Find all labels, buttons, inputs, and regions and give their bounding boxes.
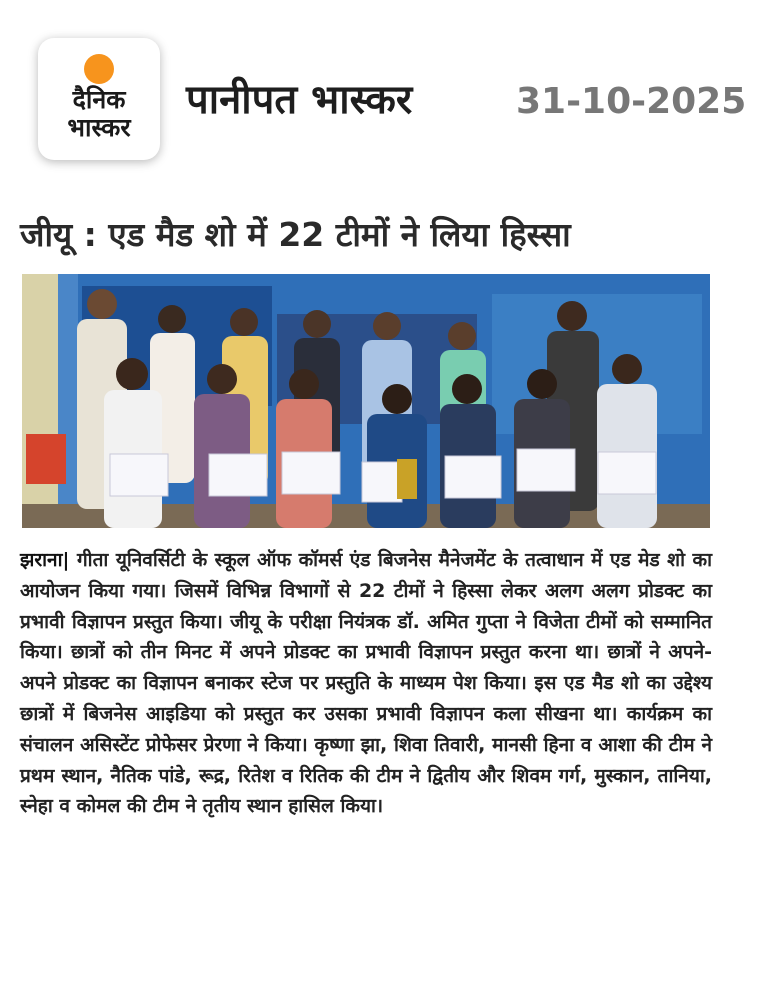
edition-title: पानीपत भास्कर — [186, 77, 413, 123]
dainik-bhaskar-logo — [38, 38, 160, 160]
article-photo — [22, 274, 710, 528]
article-headline: जीयू : एड मैड शो में 22 टीमों ने लिया हिस्सा — [20, 215, 571, 254]
sun-logo-icon — [84, 54, 114, 84]
publication-date: 31-10-2025 — [516, 81, 747, 122]
dateline: झराना — [20, 549, 63, 571]
article-body — [20, 545, 712, 822]
logo-text-bhaskar: भास्कर — [67, 113, 131, 142]
article-body-text: गीता यूनिवर्सिटी के स्कूल ऑफ कॉमर्स एंड बिजनेस मैनेजमेंट के तत्वाधान में एड मेड शो का आयोजन किया गया। जिसमें विभिन्न विभागों से 22 टीमों ने हिस्सा लेकर अलग अलग प्रोडक्ट का प्रभावी विज्ञापन प्रस्तुत किया। जीयू के परीक्षा नियंत्रक डॉ. अमित गुप्ता ने विजेता टीमों को सम्मानित किया। छात्रों को तीन मिनट में अपने प्रोडक्ट का प्रभावी विज्ञापन प्रस्तुत करना था। छात्रों ने अपने-अपने प्रोडक्ट का विज्ञापन बनाकर स्टेज पर प्रस्तुति के माध्यम पेश किया। इस एड मैड शो का उद्देश्य छात्रों में बिजनेस आइडिया को प्रस्तुत कर उसका प्रभावी विज्ञापन कला सीखना था। कार्यक्रम का संचालन असिस्टेंट प्रोफेसर प्रेरणा ने किया। कृष्णा झा, शिवा तिवारी, मानसी हिना व आशा की टीम ने प्रथम स्थान, नैतिक पांडे, रूद्र, रितेश व रितिक की टीम ने द्वितीय और शिवम गर्ग, मुस्कान, तानिया, स्नेहा व कोमल की टीम ने तृतीय स्थान हासिल किया। — [20, 549, 712, 818]
logo-text-dainik: दैनिक — [72, 85, 126, 114]
dateline-separator: | — [62, 549, 70, 571]
